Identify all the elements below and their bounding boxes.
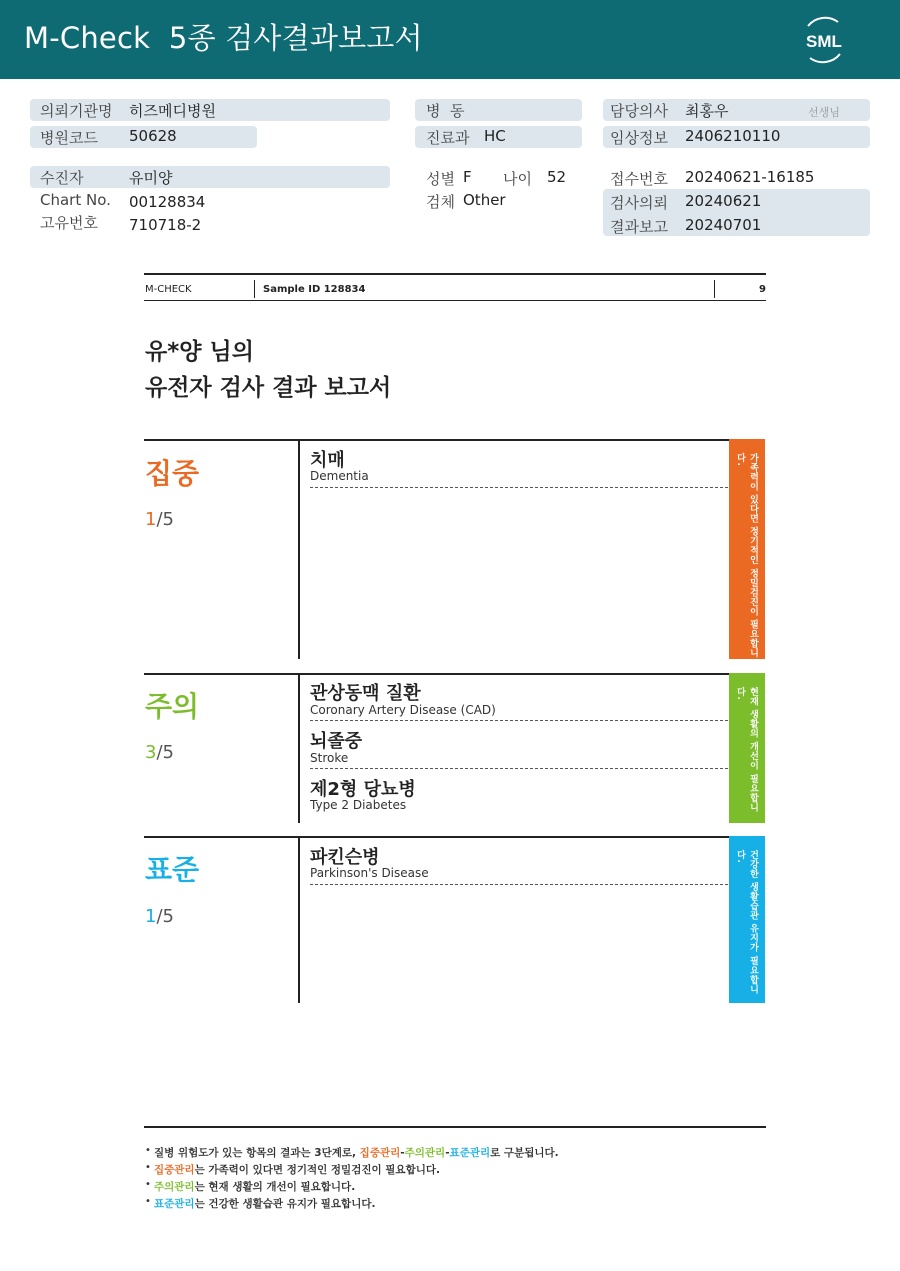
uid-label: 고유번호: [40, 214, 98, 232]
section-caution-side-banner: [729, 673, 765, 823]
section-standard-rule: [144, 836, 730, 838]
page-title: M-Check 5종 검사결과보고서: [24, 21, 423, 55]
report-value: 20240701: [685, 216, 762, 234]
disease-diabetes-ko: 제2형 당뇨병: [310, 779, 416, 800]
logo-text: SML: [806, 32, 842, 51]
note-line-3: 주의관리는 현재 생활의 개선이 필요합니다.: [154, 1181, 356, 1193]
note-line-4: 표준관리는 건강한 생활습관 유지가 필요합니다.: [154, 1198, 376, 1210]
section-caution-category: 주의: [145, 690, 200, 723]
specimen-value: Other: [463, 191, 506, 209]
note-line-1: 질병 위험도가 있는 항목의 결과는 3단계로, 집중관리-주의관리-표준관리로 구분됩니다.: [154, 1147, 559, 1159]
sample-id: Sample ID 128834: [263, 284, 366, 295]
sex-value: F: [463, 168, 472, 186]
disease-stroke-en: Stroke: [310, 751, 349, 765]
specimen-label: 검체: [426, 193, 455, 211]
dept-value: HC: [484, 127, 506, 145]
focus-count-rest: /5: [156, 509, 174, 530]
section-focus-category: 집중: [145, 457, 200, 490]
section-standard-category: 표준: [145, 853, 200, 886]
section-focus-rule: [144, 439, 730, 441]
hospital-code-value: 50628: [129, 127, 177, 145]
sml-logo: [798, 14, 850, 66]
request-label: 검사의뢰: [610, 194, 668, 212]
disease-cad-en: Coronary Artery Disease (CAD): [310, 703, 496, 717]
header-bar: [0, 0, 900, 79]
report-header-divider-2: [714, 280, 715, 298]
section-caution-vline: [298, 675, 300, 823]
section-standard-count: [145, 906, 174, 927]
section-caution-count: [145, 742, 174, 763]
name-value: 유미양: [129, 169, 173, 187]
section-standard-vline: [298, 838, 300, 1003]
sex-label: 성별: [426, 170, 455, 188]
disease-cad-ko: 관상동맥 질환: [310, 683, 421, 704]
section-caution-rule: [144, 673, 730, 675]
section-focus-count: [145, 509, 174, 530]
page-number: 9: [759, 284, 766, 295]
note-bullet-2: •: [145, 1162, 151, 1173]
report-label: 결과보고: [610, 218, 668, 236]
caution-count-rest: /5: [156, 742, 174, 763]
disease-stroke-ko: 뇌졸중: [310, 731, 363, 752]
clinical-label: 임상정보: [610, 129, 668, 147]
note-bullet-3: •: [145, 1179, 151, 1190]
dept-label: 진료과: [426, 129, 470, 147]
hospital-code-label: 병원코드: [40, 129, 98, 147]
chart-value: 00128834: [129, 193, 206, 211]
doctor-label: 담당의사: [610, 102, 668, 120]
report-header-divider: [254, 280, 255, 298]
doctor-suffix: 선생님: [808, 106, 840, 119]
institution-label: 의뢰기관명: [40, 102, 113, 120]
uid-value: 710718-2: [129, 216, 202, 234]
disease-diabetes-en: Type 2 Diabetes: [310, 798, 407, 812]
focus-count-num: 1: [145, 509, 157, 530]
ward-label: 병 동: [426, 102, 465, 120]
age-label: 나이: [503, 170, 532, 188]
report-header-rule: [144, 300, 766, 301]
parkinson-divider: [310, 884, 728, 885]
stroke-divider: [310, 768, 728, 769]
standard-count-rest: /5: [156, 906, 174, 927]
section-focus-vline: [298, 441, 300, 659]
report-title-line2: 유전자 검사 결과 보고서: [145, 375, 392, 401]
report-title-line1: 유*양 님의: [145, 339, 254, 365]
receipt-label: 접수번호: [610, 170, 668, 188]
disease-dementia-ko: 치매: [310, 450, 345, 471]
section-focus-side-banner: [729, 439, 765, 659]
institution-value: 히즈메디병원: [129, 102, 216, 120]
caution-side-text: 현재 생활의 개선이 필요합니다.: [735, 687, 758, 812]
receipt-value: 20240621-16185: [685, 168, 815, 186]
name-label: 수진자: [40, 169, 84, 187]
focus-side-text: 가족력이 있다면 정기적인 정밀검진이 필요합니다.: [735, 453, 758, 658]
doctor-value: 최홍우: [685, 102, 729, 120]
cad-divider: [310, 720, 728, 721]
chart-label: Chart No.: [40, 191, 111, 209]
note-bullet-4: •: [145, 1196, 151, 1207]
clinical-value: 2406210110: [685, 127, 781, 145]
age-value: 52: [547, 168, 567, 186]
disease-parkinson-en: Parkinson's Disease: [310, 866, 429, 880]
report-brand: M-CHECK: [145, 284, 192, 295]
note-bullet-1: •: [145, 1145, 151, 1156]
notes-rule: [144, 1126, 766, 1128]
standard-side-text: 건강한 생활습관 유지가 필요합니다.: [735, 850, 758, 994]
disease-parkinson-ko: 파킨슨병: [310, 847, 380, 868]
dementia-divider: [310, 487, 728, 488]
note-line-2: 집중관리는 가족력이 있다면 정기적인 정밀검진이 필요합니다.: [154, 1164, 440, 1176]
section-standard-side-banner: [729, 836, 765, 1003]
report-top-rule: [144, 273, 766, 275]
name-row-bg: [30, 166, 390, 188]
disease-dementia-en: Dementia: [310, 469, 369, 483]
request-value: 20240621: [685, 192, 762, 210]
standard-count-num: 1: [145, 906, 157, 927]
caution-count-num: 3: [145, 742, 157, 763]
